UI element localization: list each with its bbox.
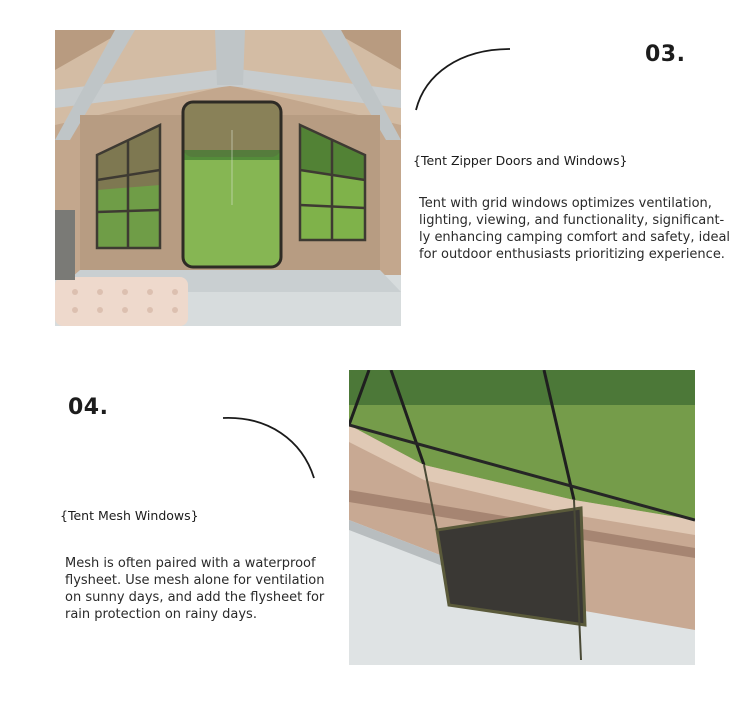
description-line: for outdoor enthusiasts prioritizing experience. (419, 247, 725, 262)
description-line: ly enhancing camping comfort and safety, ideal (419, 230, 731, 245)
description-line: Tent with grid windows optimizes ventilation, (419, 196, 712, 211)
section-heading: {Tent Mesh Windows} (60, 508, 199, 523)
description-line: flysheet. Use mesh alone for ventilation (65, 573, 325, 588)
tent-interior-photo (55, 30, 401, 326)
decorative-arc (410, 44, 515, 114)
section-number: 04. (68, 395, 109, 420)
description-line: Mesh is often paired with a waterproof (65, 556, 316, 571)
decorative-arc (220, 412, 320, 482)
description-line: rain protection on rainy days. (65, 607, 257, 622)
section-description (419, 195, 730, 263)
section-number: 03. (645, 42, 686, 67)
description-line: on sunny days, and add the flysheet for (65, 590, 325, 605)
tent-mesh-photo (349, 370, 695, 665)
description-line: lighting, viewing, and functionality, significant- (419, 213, 725, 228)
section-description (65, 555, 325, 623)
section-heading: {Tent Zipper Doors and Windows} (413, 153, 628, 168)
